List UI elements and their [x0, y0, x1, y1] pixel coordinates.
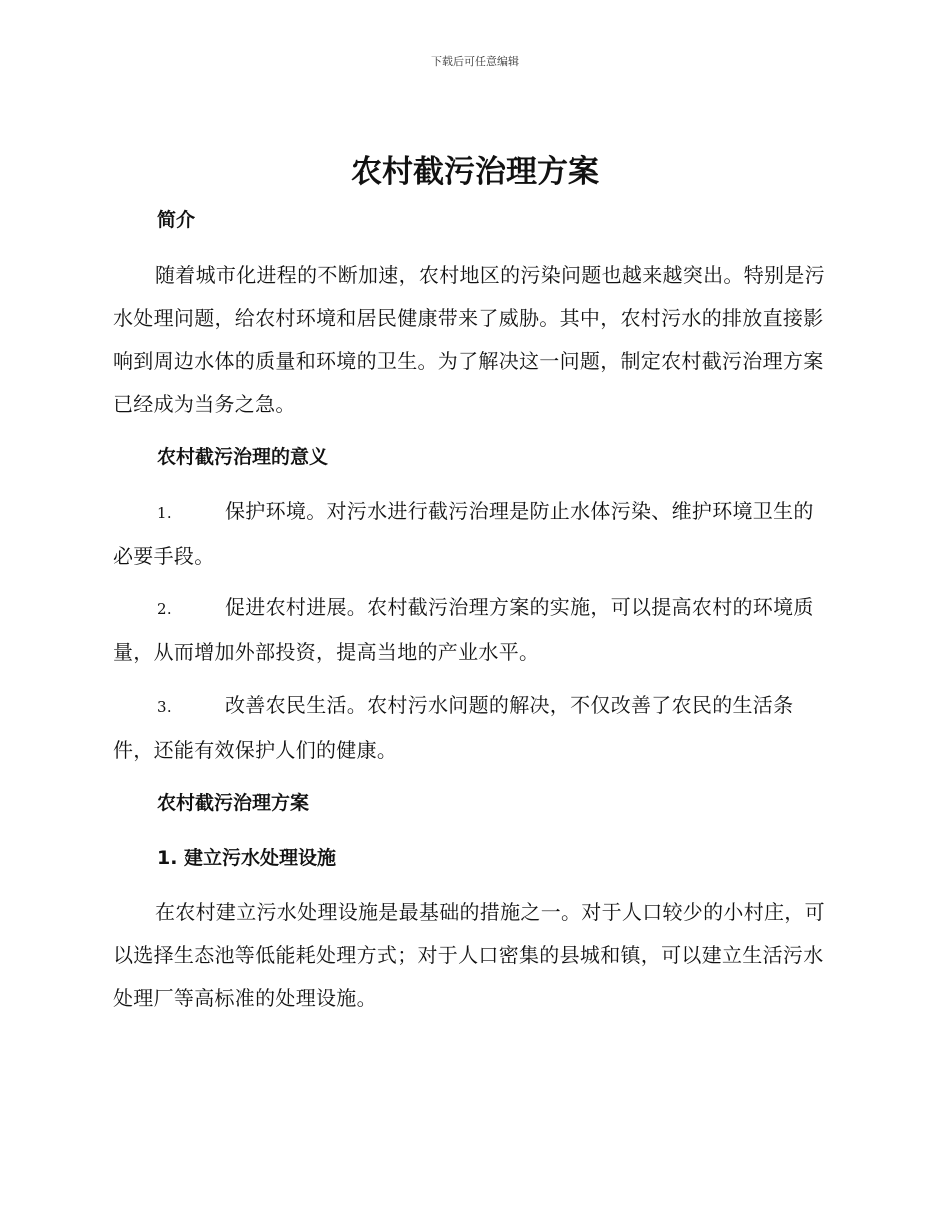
- list-item-1: [113, 490, 833, 578]
- list-text: 促进农村进展。农村截污治理方案的实施，可以提高农村的环境质量，从而增加外部投资，提高当地的产业水平。: [113, 595, 814, 664]
- page-header: 下载后可任意编辑: [431, 55, 519, 68]
- list-item-3: [113, 684, 833, 772]
- document-title: 农村截污治理方案: [351, 154, 599, 190]
- list-number: 2.: [157, 600, 172, 618]
- plan-paragraph: 在农村建立污水处理设施是最基础的措施之一。对于人口较少的小村庄，可以选择生态池等低能耗处理方式；对于人口密集的县城和镇，可以建立生活污水处理厂等高标准的处理设施。: [113, 900, 825, 1010]
- list-number: 3.: [157, 698, 172, 716]
- list-text: 改善农民生活。农村污水问题的解决，不仅改善了农民的生活条件，还能有效保护人们的健康。: [113, 693, 794, 762]
- section-heading-significance: 农村截污治理的意义: [157, 446, 329, 468]
- section-heading-intro: 简介: [157, 209, 196, 231]
- list-number: 1.: [157, 504, 172, 522]
- list-text: 保护环境。对污水进行截污治理是防止水体污染、维护环境卫生的必要手段。: [113, 499, 814, 568]
- list-item-2: [113, 586, 833, 674]
- intro-paragraph: 随着城市化进程的不断加速，农村地区的污染问题也越来越突出。特别是污水处理问题，给农村环境和居民健康带来了威胁。其中，农村污水的排放直接影响到周边水体的质量和环境的卫生。为了解决这一问题，制定农村截污治理方案已经成为当务之急。: [113, 263, 825, 416]
- subsection-heading: 1. 建立污水处理设施: [157, 847, 337, 869]
- section-heading-plan: 农村截污治理方案: [157, 792, 310, 814]
